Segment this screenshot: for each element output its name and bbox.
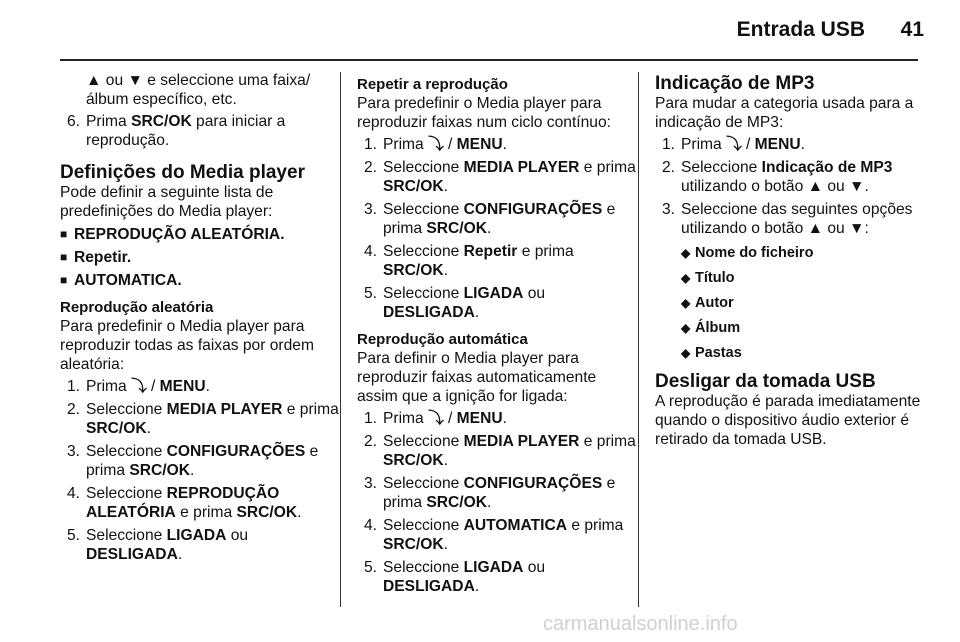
back-arrow-icon: ⤵ xyxy=(131,378,147,395)
paragraph: A reprodução é parada imediatamente quando o dispositivo áudio exterior é retirado da tomada USB. xyxy=(655,393,921,448)
page-number: 41 xyxy=(900,18,924,41)
diamond-bullet-icon: ◆ xyxy=(681,271,691,285)
steps-list xyxy=(357,409,639,596)
list-item: 4. Seleccione Repetir e prima SRC/OK. xyxy=(364,243,574,279)
list-item: 1. Prima ⤵ / MENU. xyxy=(364,136,507,153)
steps-list xyxy=(655,135,935,238)
list-item: ◆ Nome do ficheiro xyxy=(681,245,814,261)
diamond-bullet-icon: ◆ xyxy=(681,246,691,260)
page-header xyxy=(0,14,960,54)
diamond-bullet-icon: ◆ xyxy=(681,296,691,310)
square-bullet-icon: ■ xyxy=(60,227,68,241)
column-2 xyxy=(357,71,639,600)
diamond-bullet-icon: ◆ xyxy=(681,346,691,360)
list-item: 2. Seleccione MEDIA PLAYER e prima SRC/OK. xyxy=(67,401,339,437)
list-item: ■ REPRODUÇÃO ALEATÓRIA. xyxy=(60,226,285,243)
back-arrow-icon: ⤵ xyxy=(428,410,444,427)
list-item: 3. Seleccione das seguintes opções utilizando o botão ▲ ou ▼: xyxy=(662,201,913,237)
mp3-options-list xyxy=(681,244,935,363)
list-item: 1. Prima ⤵ / MENU. xyxy=(364,410,507,427)
list-item: 3. Seleccione CONFIGURAÇÕES e prima SRC/OK. xyxy=(364,201,616,237)
diamond-bullet-icon: ◆ xyxy=(681,321,691,335)
subsection-heading: Reprodução aleatória xyxy=(60,299,214,316)
paragraph: Para predefinir o Media player para reproduzir faixas num ciclo contínuo: xyxy=(357,95,611,131)
list-item: 5. Seleccione LIGADA ou DESLIGADA. xyxy=(67,527,249,563)
list-item: ■ AUTOMATICA. xyxy=(60,272,182,289)
list-item: 5. Seleccione LIGADA ou DESLIGADA. xyxy=(364,559,546,595)
list-item: 2. Seleccione MEDIA PLAYER e prima SRC/OK. xyxy=(364,159,636,195)
list-item: 3. Seleccione CONFIGURAÇÕES e prima SRC/OK. xyxy=(364,475,616,511)
header-rule xyxy=(60,59,918,61)
list-item: 3. Seleccione CONFIGURAÇÕES e prima SRC/OK. xyxy=(67,443,319,479)
list-item: ◆ Álbum xyxy=(681,320,741,336)
list-item: 5. Seleccione LIGADA ou DESLIGADA. xyxy=(364,285,546,321)
list-item: ■ Repetir. xyxy=(60,249,132,266)
list-item: 2. Seleccione MEDIA PLAYER e prima SRC/OK. xyxy=(364,433,636,469)
square-bullet-icon: ■ xyxy=(60,250,68,264)
back-arrow-icon: ⤵ xyxy=(726,136,742,153)
paragraph: Para predefinir o Media player para reproduzir todas as faixas por ordem aleatória: xyxy=(60,318,314,373)
list-item: 2. Seleccione Indicação de MP3 utilizando o botão ▲ ou ▼. xyxy=(662,159,893,195)
column-3 xyxy=(655,71,935,449)
settings-list xyxy=(60,225,342,290)
list-item: 1. Prima ⤵ / MENU. xyxy=(67,378,210,395)
list-item: 6. Prima SRC/OK para iniciar a reprodução. xyxy=(67,113,286,149)
watermark: carmanualsonline.info xyxy=(543,613,738,635)
section-heading: Desligar da tomada USB xyxy=(655,371,876,392)
section-heading: Indicação de MP3 xyxy=(655,73,815,94)
steps-continued xyxy=(60,112,342,150)
paragraph: Para definir o Media player para reproduzir faixas automaticamente assim que a ignição for ligada: xyxy=(357,350,597,405)
back-arrow-icon: ⤵ xyxy=(428,136,444,153)
square-bullet-icon: ■ xyxy=(60,273,68,287)
list-item: ◆ Pastas xyxy=(681,345,742,361)
continued-step-text: ▲ ou ▼ e seleccione uma faixa/ álbum específico, etc. xyxy=(86,72,311,108)
steps-list xyxy=(357,135,639,322)
column-1 xyxy=(60,71,342,568)
subsection-heading: Reprodução automática xyxy=(357,331,528,348)
paragraph: Para mudar a categoria usada para a indicação de MP3: xyxy=(655,95,914,131)
list-item: ◆ Título xyxy=(681,270,735,286)
page-title: Entrada USB xyxy=(736,18,865,41)
section-heading: Definições do Media player xyxy=(60,162,305,183)
paragraph: Pode definir a seguinte lista de predefinições do Media player: xyxy=(60,184,274,220)
list-item: 4. Seleccione AUTOMATICA e prima SRC/OK. xyxy=(364,517,624,553)
steps-list xyxy=(60,377,342,564)
subsection-heading: Repetir a reprodução xyxy=(357,76,508,93)
list-item: 1. Prima ⤵ / MENU. xyxy=(662,136,805,153)
list-item: 4. Seleccione REPRODUÇÃO ALEATÓRIA e prima SRC/OK. xyxy=(67,485,302,521)
list-item: ◆ Autor xyxy=(681,295,734,311)
